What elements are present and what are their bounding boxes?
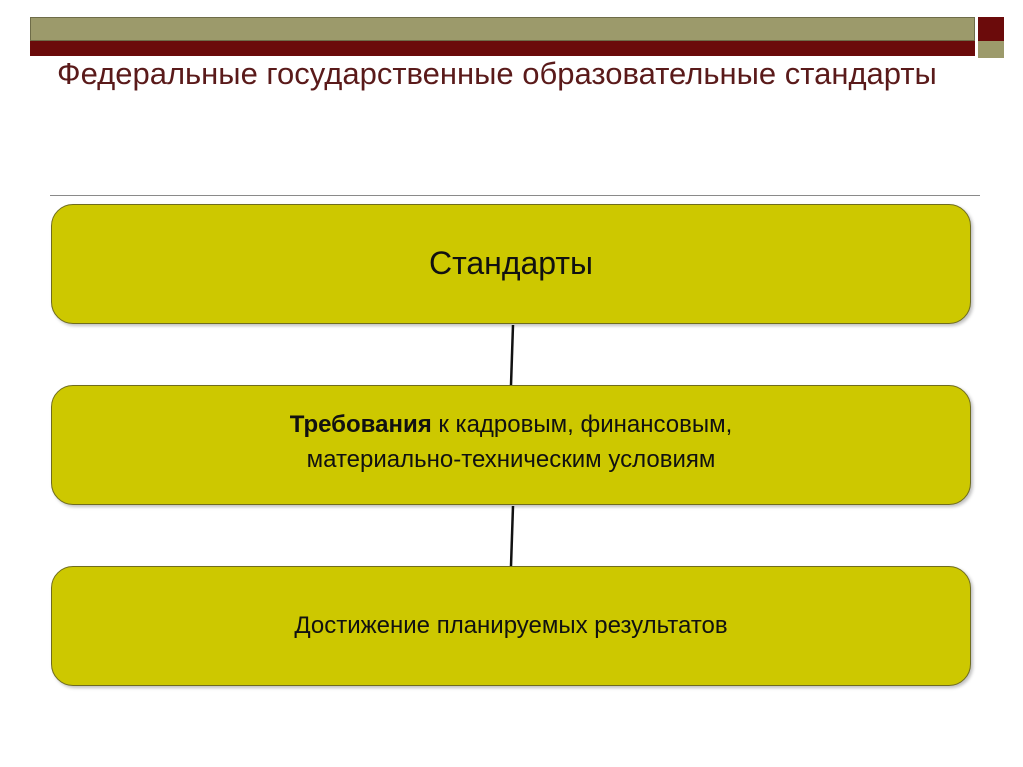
results-box [51, 566, 971, 686]
connector-2-3 [511, 506, 513, 566]
slide-title: Федеральные государственные образовательные стандарты [57, 56, 937, 91]
requirements-line2: материально-техническим условиям [306, 446, 716, 473]
requirements-bold: Требования [289, 411, 432, 438]
results-label: Достижение планируемых результатов [294, 612, 728, 639]
requirements-text [290, 407, 733, 477]
connector-1-2 [511, 325, 513, 385]
standards-label: Стандарты [428, 244, 594, 281]
requirements-line1-rest: к кадровым, финансовым, [431, 411, 733, 438]
standards-box [51, 204, 971, 324]
requirements-box [51, 385, 971, 505]
